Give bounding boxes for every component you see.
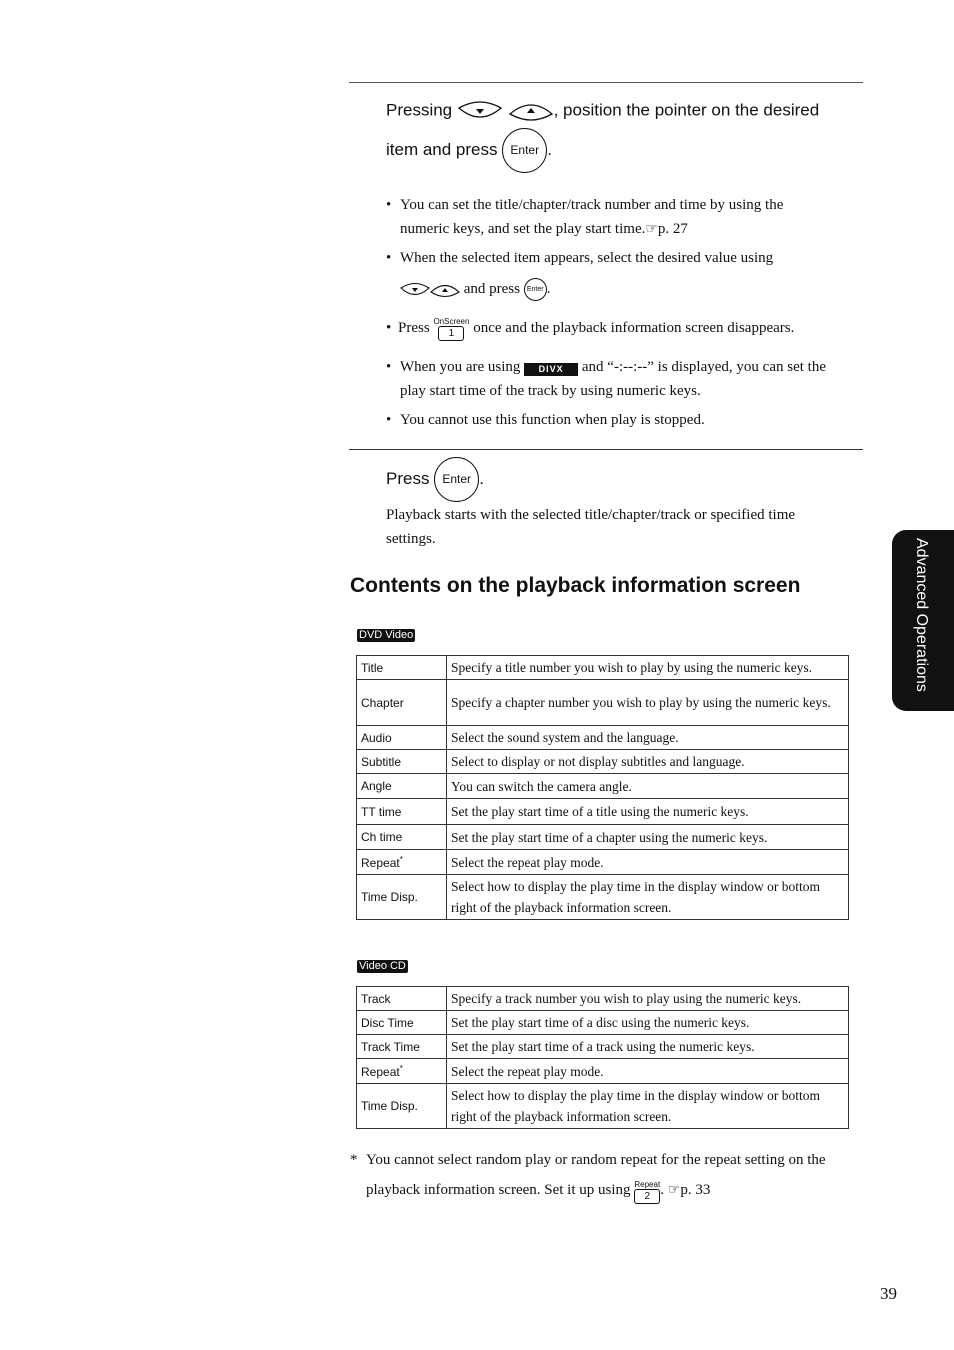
footnote-line2-text: playback information screen. Set it up using <box>366 1182 631 1198</box>
table-key-cell: Repeat* <box>357 850 447 875</box>
bullet-stopped: • You cannot use this function when play is stopped. <box>386 408 856 432</box>
up-arrow-key-icon <box>430 282 460 298</box>
bullet4-line2: play start time of the track by using numeric keys. <box>400 383 701 399</box>
bullet1-ref: p. 27 <box>657 221 688 237</box>
reference-hand-icon: ☞ <box>645 221 658 237</box>
table-row <box>357 987 849 1011</box>
table-value-cell: Specify a track number you wish to play using the numeric keys. <box>447 987 849 1011</box>
step2-desc-line1: Playback starts with the selected title/chapter/track or specified time <box>386 507 796 523</box>
down-arrow-key-icon <box>457 100 503 122</box>
table-row <box>357 726 849 750</box>
table-value-cell: Select to display or not display subtitles and language. <box>447 750 849 774</box>
table-value-cell: Set the play start time of a title using the numeric keys. <box>447 799 849 825</box>
table-row <box>357 825 849 850</box>
table-value-cell: Select the sound system and the language. <box>447 726 849 750</box>
table-value-cell: Specify a chapter number you wish to play by using the numeric keys. <box>447 680 849 726</box>
footnote-line1: You cannot select random play or random repeat for the repeat setting on the <box>366 1152 826 1168</box>
table-row <box>357 875 849 920</box>
footnote-end: . <box>660 1182 665 1198</box>
table-key-cell: Subtitle <box>357 750 447 774</box>
table-value-cell: Set the play start time of a disc using the numeric keys. <box>447 1011 849 1035</box>
table-row <box>357 1011 849 1035</box>
table-row <box>357 656 849 680</box>
step2-end: . <box>479 468 484 488</box>
table-value-cell: Set the play start time of a track using the numeric keys. <box>447 1035 849 1059</box>
bullet4-prefix: When you are using <box>400 359 521 375</box>
step2-line <box>386 457 484 502</box>
bullet-onscreen: • Press OnScreen 1 once and the playback information screen disappears. <box>386 317 795 339</box>
table-value-cell: You can switch the camera angle. <box>447 774 849 799</box>
bullet2-line1: When the selected item appears, select the desired value using <box>400 250 774 266</box>
step1-end: . <box>547 139 552 159</box>
page-number: 39 <box>880 1284 897 1303</box>
divx-logo-icon: DIVX <box>524 363 578 376</box>
table-key-cell: Angle <box>357 774 447 799</box>
bullet5-text: You cannot use this function when play is stopped. <box>400 412 705 428</box>
bullet-set-title: • You can set the title/chapter/track number and time by using the numeric keys, and set the play start time.☞p. 27 <box>386 197 784 237</box>
bullet-divx: • When you are using DIVX and “-:--:--” is displayed, you can set the play start time of the track by using numeric keys. <box>386 359 826 399</box>
footnote-asterisk: * <box>399 854 403 864</box>
table-row <box>357 1035 849 1059</box>
table-row <box>357 774 849 799</box>
table-key-cell: Time Disp. <box>357 1084 447 1129</box>
bullet3-text: once and the playback information screen disappears. <box>473 320 795 336</box>
step1-line2 <box>386 128 552 173</box>
table-row <box>357 799 849 825</box>
dvd-video-badge: DVD Video <box>359 629 414 641</box>
table-row <box>357 850 849 875</box>
table-value-cell: Select how to display the play time in the display window or bottom right of the playback information screen. <box>447 1084 849 1129</box>
side-tab-label: Advanced Operations <box>913 538 930 692</box>
step1-line1 <box>386 100 856 122</box>
bullet4-line1: and “-:--:--” is displayed, you can set the <box>581 359 826 375</box>
step2-desc-line2: settings. <box>386 531 436 547</box>
section-title: Contents on the playback information screen <box>350 574 801 597</box>
bullet3-press: Press <box>398 320 430 336</box>
video-cd-table <box>356 986 849 1129</box>
table-key-cell: Ch time <box>357 825 447 850</box>
reference-hand-icon: ☞ <box>667 1182 681 1198</box>
up-arrow-key-icon <box>508 100 554 122</box>
table-row <box>357 1084 849 1129</box>
table-key-cell: Audio <box>357 726 447 750</box>
repeat-key-number: 2 <box>634 1189 660 1204</box>
step1-middle: , position the pointer on the desired <box>553 100 820 120</box>
down-arrow-key-icon <box>400 282 430 298</box>
table-key-cell: Track <box>357 987 447 1011</box>
footnote-asterisk: * <box>399 1063 403 1073</box>
step2-prefix: Press <box>386 468 430 488</box>
footnote-ref: p. 33 <box>680 1182 711 1198</box>
enter-key-icon: Enter <box>434 457 479 502</box>
table-key-cell: Track Time <box>357 1035 447 1059</box>
dvd-video-table <box>356 655 849 920</box>
footnote-mark: * <box>350 1152 358 1168</box>
table-key-cell: Repeat* <box>357 1059 447 1084</box>
bullet1-line2: numeric keys, and set the play start time. <box>400 221 646 237</box>
table-row <box>357 750 849 774</box>
table-row <box>357 1059 849 1084</box>
onscreen-key-icon <box>433 317 469 341</box>
table-value-cell: Select the repeat play mode. <box>447 850 849 875</box>
repeat-key-label: Repeat <box>634 1180 661 1189</box>
bullet2-and-press: and press <box>463 281 520 297</box>
bullet-select-value: • When the selected item appears, select the desired value using <box>386 250 774 266</box>
enter-key-small-icon: Enter <box>524 278 547 301</box>
side-tab-advanced-operations <box>892 530 954 711</box>
table-value-cell: Set the play start time of a chapter using the numeric keys. <box>447 825 849 850</box>
table-value-cell: Select how to display the play time in the display window or bottom right of the playback information screen. <box>447 875 849 920</box>
table-row <box>357 680 849 726</box>
top-divider <box>349 82 863 83</box>
table-value-cell: Select the repeat play mode. <box>447 1059 849 1084</box>
bullet2-end: . <box>546 281 551 297</box>
bullet1-line1: You can set the title/chapter/track number and time by using the <box>400 197 784 213</box>
onscreen-key-number: 1 <box>438 326 464 341</box>
step1-line2-text: item and press <box>386 139 498 159</box>
repeat-key-icon <box>634 1180 660 1204</box>
step2-description <box>386 503 856 551</box>
bullet2-line2 <box>400 277 860 301</box>
table-key-cell: Chapter <box>357 680 447 726</box>
footnote-line2 <box>366 1178 856 1204</box>
table-key-cell: Title <box>357 656 447 680</box>
table-key-cell: Disc Time <box>357 1011 447 1035</box>
step1-prefix: Pressing <box>386 100 453 120</box>
step2-divider <box>349 449 863 450</box>
video-cd-badge: Video CD <box>359 960 406 972</box>
table-value-cell: Specify a title number you wish to play by using the numeric keys. <box>447 656 849 680</box>
onscreen-key-label: OnScreen <box>433 317 470 326</box>
table-key-cell: Time Disp. <box>357 875 447 920</box>
enter-key-icon: Enter <box>502 128 547 173</box>
table-key-cell: TT time <box>357 799 447 825</box>
